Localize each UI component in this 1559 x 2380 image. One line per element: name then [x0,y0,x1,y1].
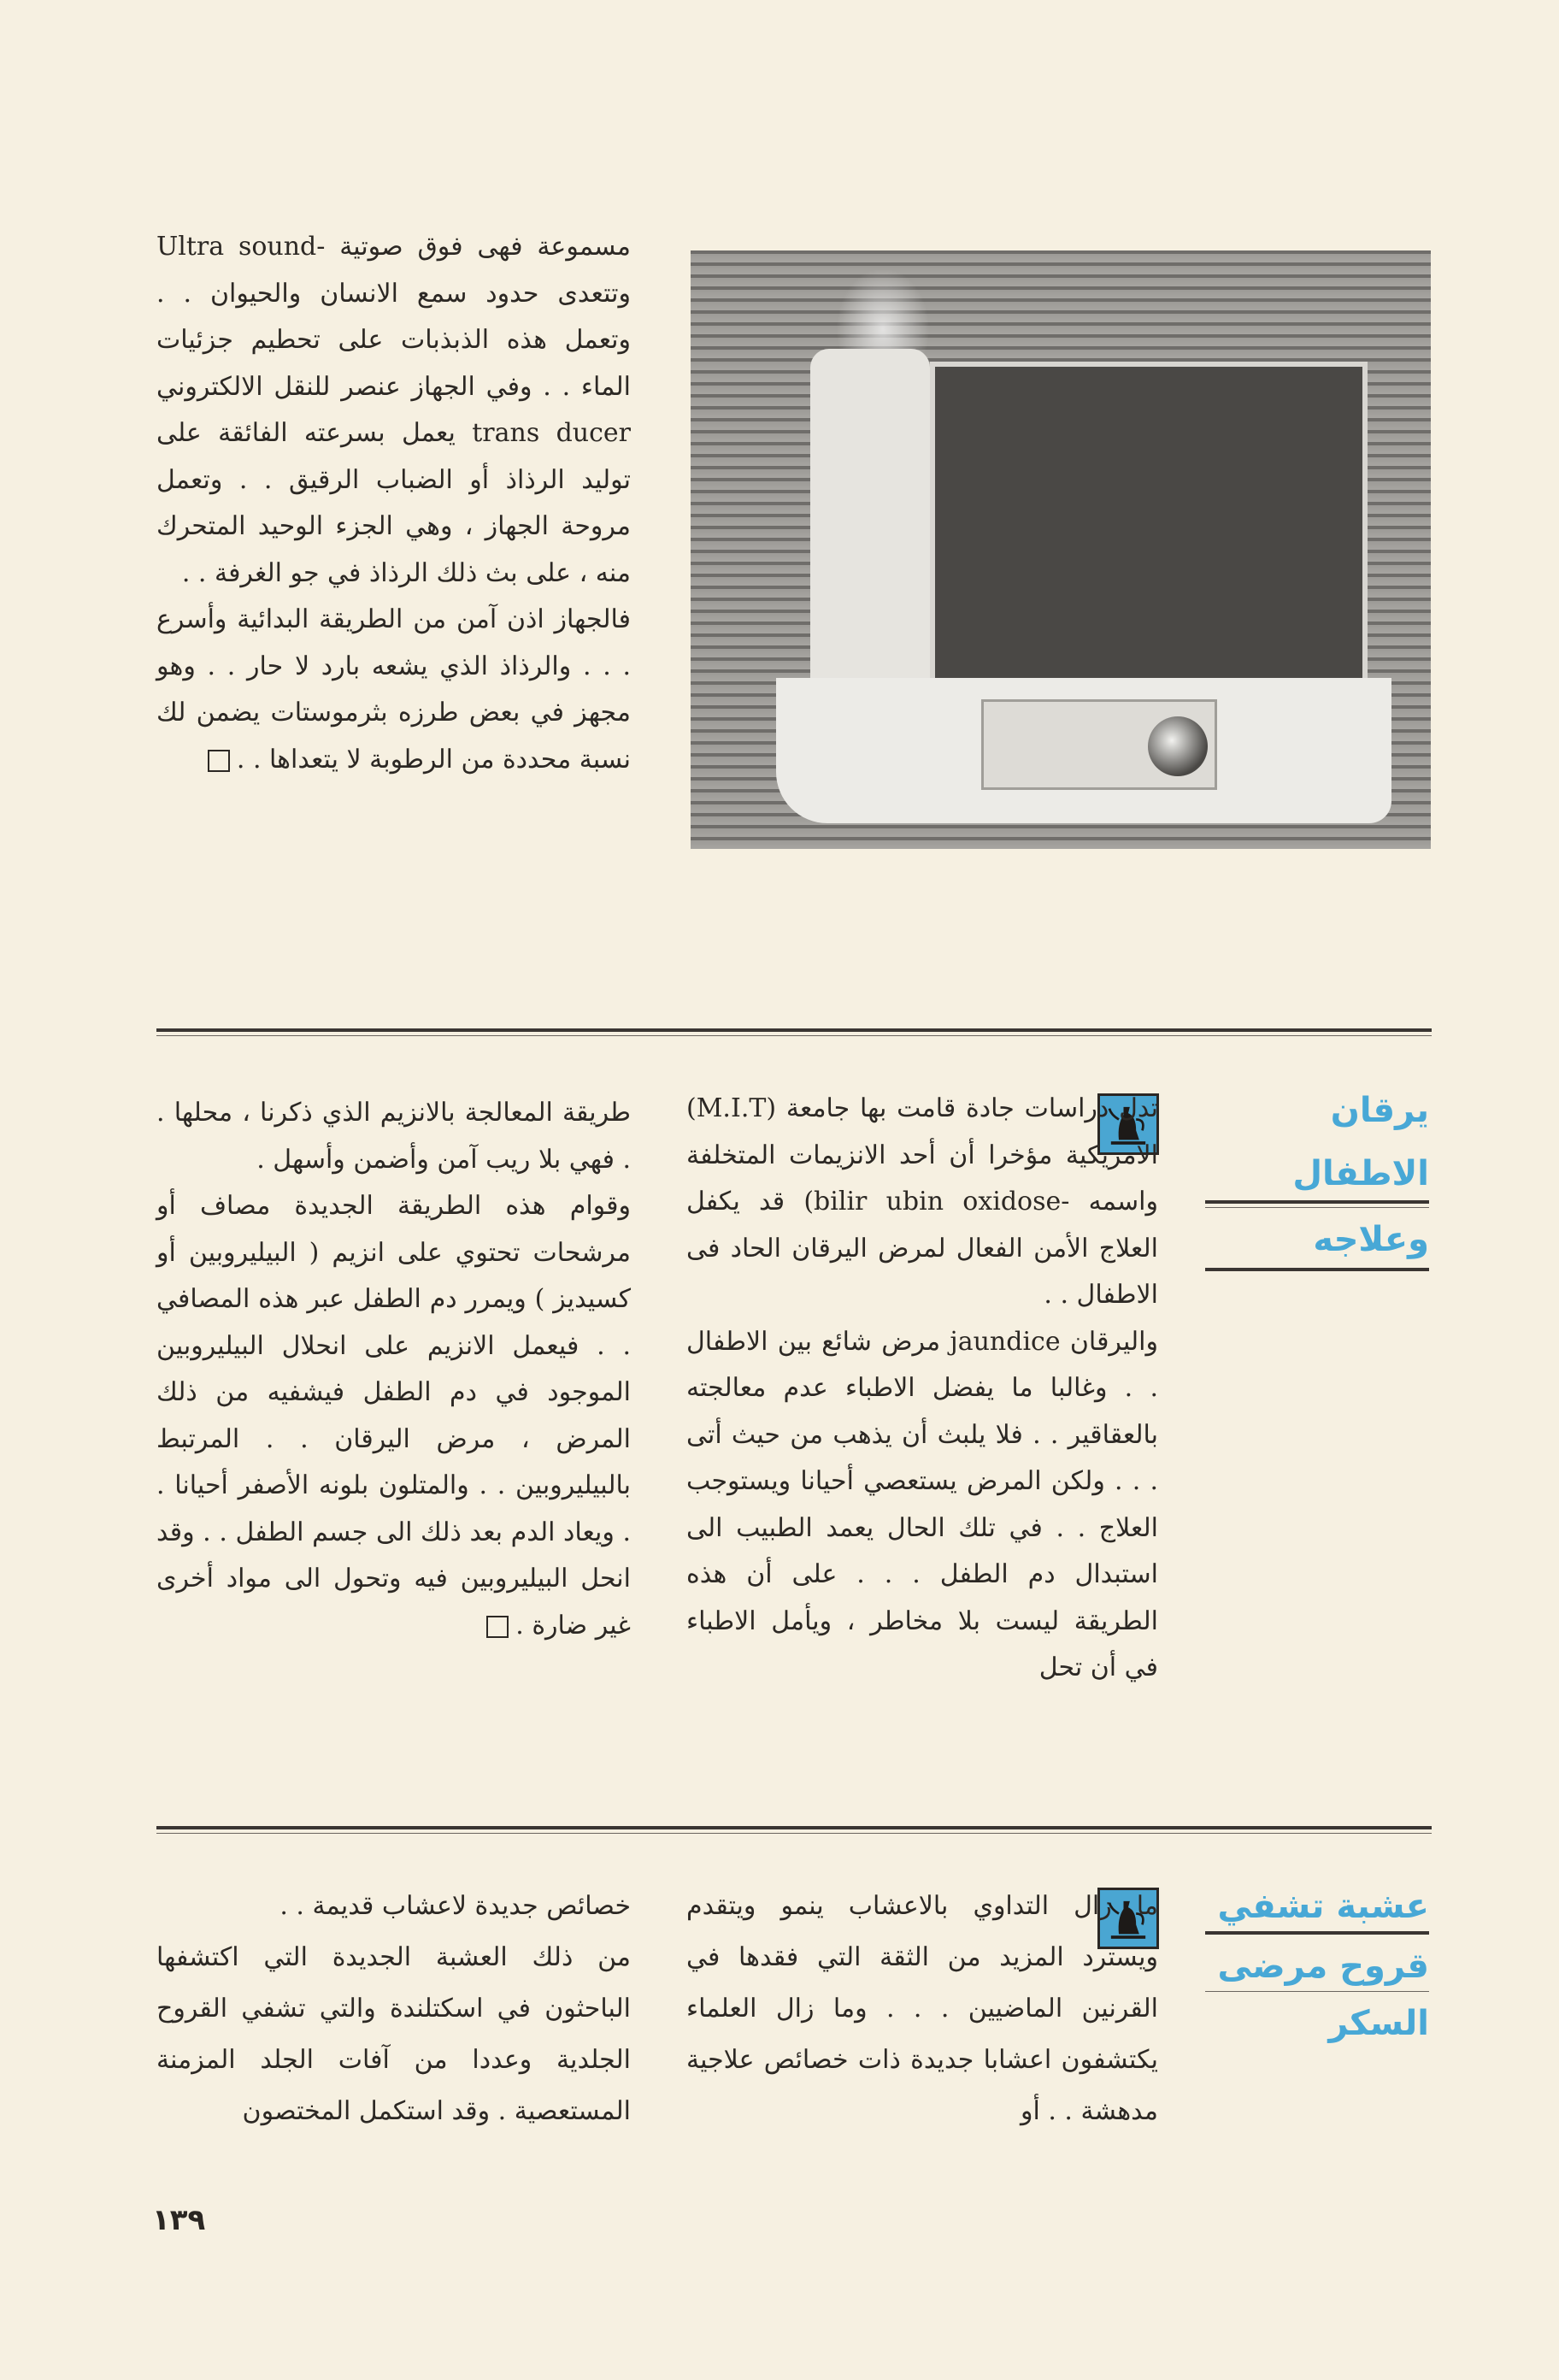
paragraph: واليرقان jaundice مرض شائع بين الاطفال . . وغالبا ما يفضل الاطباء عدم معالجته بالعقاقير . . فلا يلبث أن يذهب من حيث أتى . . . ولكن المرض يستعصي أحيانا ويستوجب العلاج . . في تلك الحال يعمد الطبيب الى استبدال دم الطفل . . . على أن هذه الطريقة ليست بلا مخاطر ، ويأمل الاطباء في أن تحل [686,1326,1158,1682]
paragraph: تدل دراسات جادة قامت بها جامعة (M.I.T) الامريكية مؤخرا أن أحد الانزيمات المتخلفة واسمه -bilir ubin oxidose) قد يكفل العلاج الأمن الفعال لمرض اليرقان الحاد فى الاطفال . . [686,1093,1158,1310]
paragraph: وقوام هذه الطريقة الجديدة مصاف أو مرشحات تحتوي على انزيم ( البيليروبين أو كسيديز ) ويمرر دم الطفل عبر هذه المصافي . . فيعمل الانزيم على انحلال البيليروبين الموجود في دم الطفل فيشفيه من ذلك المرض ، مرض اليرقان . . المرتبط بالبيليروبين . . والمتلون بلونه الأصفر أحيانا . . ويعاد الدم بعد ذلك الى جسم الطفل . . وقد انحل البيليروبين فيه وتحول الى مواد أخرى غير ضارة . [156,1191,631,1641]
jaundice-heading [1205,1079,1429,1271]
herb-heading [1205,1875,1429,2055]
jaundice-left-column [156,1090,631,1649]
paragraph: خصائص جديدة لاعشاب قديمة . . [279,1891,631,1921]
heading-line: وعلاجه [1313,1220,1429,1259]
heading-rule [1205,1200,1429,1204]
herb-right-column [686,1881,1158,2137]
page-number: ١٣٩ [152,2203,206,2237]
jaundice-right-column [686,1086,1158,1692]
heading-rule [1205,1931,1429,1935]
end-mark-icon [486,1616,509,1638]
humidifier-text [156,224,631,783]
humidifier-window [930,362,1368,697]
section-divider [156,1826,1432,1829]
paragraph: ما زال التداوي بالاعشاب ينمو ويتقدم ويسترد المزيد من الثقة التي فقدها في القرنين الماضيين . . . وما زال العلماء يكتشفون اعشابا جديدة ذات خصائص علاجية مدهشة . . أو [686,1891,1158,2126]
section-divider-thin [156,1035,1432,1036]
paragraph: فالجهاز اذن آمن من الطريقة البدائية وأسرع . . . والرذاذ الذي يشعه بارد لا حار . . وهو مجهز في بعض طرزه بثرموستات يضمن لك نسبة محددة من الرطوبة لا يتعداها . . [156,604,631,775]
section-divider-thin [156,1833,1432,1834]
heading-rule-thin [1205,1991,1429,1992]
heading-rule-thin [1205,1207,1429,1208]
paragraph: طريقة المعالجة بالانزيم الذي ذكرنا ، محلها . . فهي بلا ريب آمن وأضمن وأسهل . [156,1098,631,1175]
section-divider [156,1028,1432,1032]
heading-line: قروح مرضى [1217,1947,1429,1986]
herb-left-column [156,1881,631,2137]
heading-line: يرقان الاطفال [1292,1091,1429,1193]
humidifier-photo [691,250,1431,849]
paragraph: من ذلك العشبة الجديدة التي اكتشفها الباحثون في اسكتلندة والتي تشفي القروح الجلدية وعددا من آفات الجلد المزمنة المستعصية . وقد استكمل المختصون [156,1942,631,2126]
heading-line: عشبة تشفي [1217,1887,1429,1926]
control-knob [1148,716,1208,776]
paragraph: مسموعة فهى فوق صوتية -Ultra sound وتتعدى حدود سمع الانسان والحيوان . . وتعمل هذه الذبذبات على تحطيم جزئيات الماء . . وفي الجهاز عنصر للنقل الالكتروني trans ducer يعمل بسرعته الفائقة على توليد الرذاذ أو الضباب الرقيق . . وتعمل مروحة الجهاز ، وهي الجزء الوحيد المتحرك منه ، على بث ذلك الرذاذ في جو الغرفة . . [156,232,632,588]
end-mark-icon [208,750,230,772]
heading-rule [1205,1268,1429,1271]
heading-line: السكر [1328,2004,1429,2043]
